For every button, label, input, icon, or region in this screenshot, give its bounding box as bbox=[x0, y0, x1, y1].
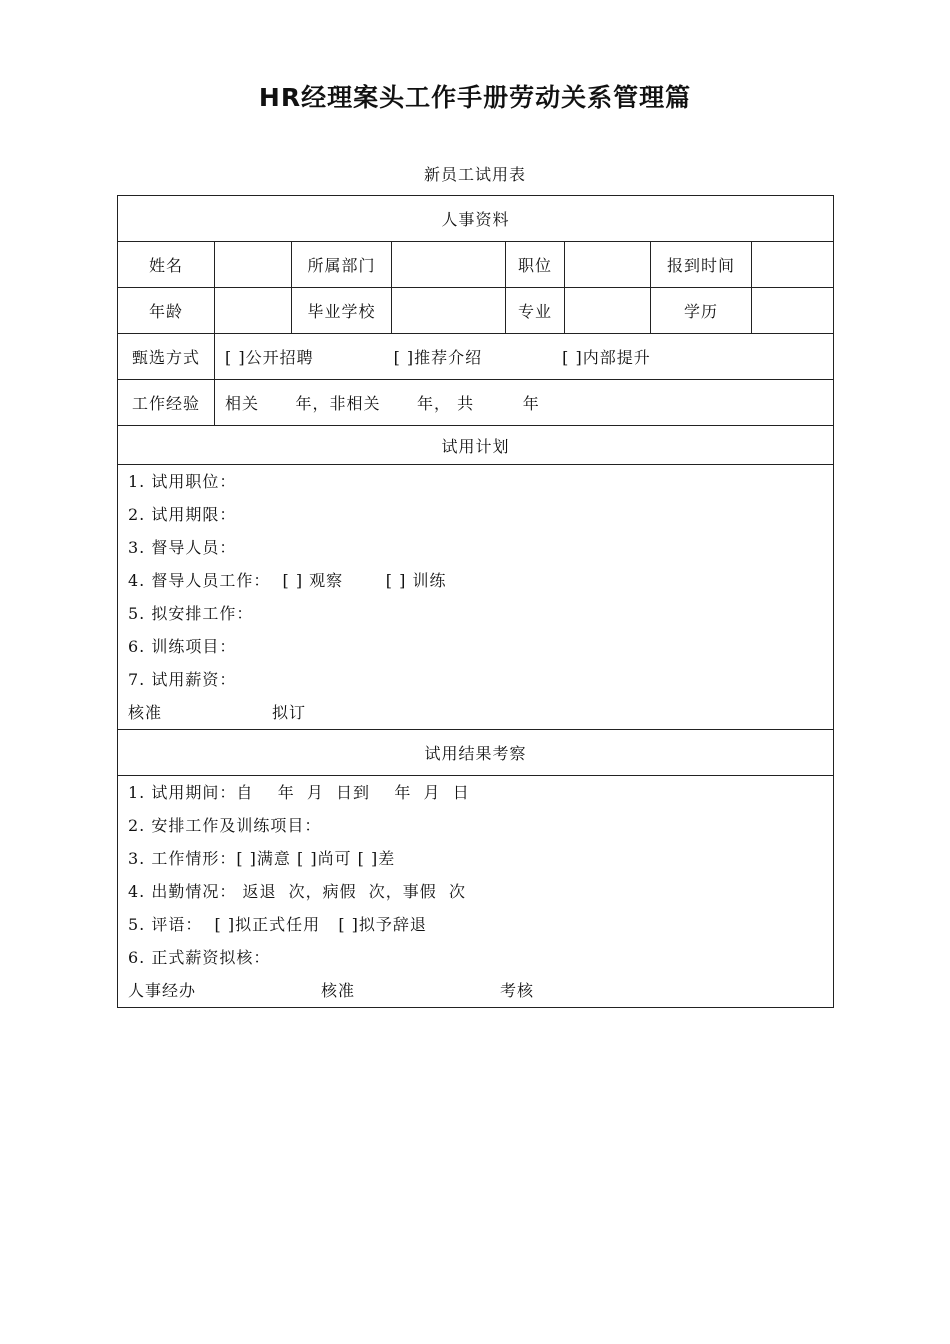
result-signatures bbox=[128, 974, 823, 1007]
major-field[interactable] bbox=[565, 288, 651, 334]
plan-item-period: 2. 试用期限： bbox=[128, 505, 237, 524]
education-label: 学历 bbox=[651, 288, 752, 334]
department-field[interactable] bbox=[392, 242, 506, 288]
department-label: 所属部门 bbox=[292, 242, 392, 288]
plan-item-salary: 7. 试用薪资： bbox=[128, 670, 237, 689]
selection-row bbox=[118, 334, 834, 380]
personnel-row-2 bbox=[118, 288, 834, 334]
result-item-work-training: 2. 安排工作及训练项目： bbox=[128, 816, 322, 835]
report-time-label: 报到时间 bbox=[651, 242, 752, 288]
plan-section-header: 试用计划 bbox=[118, 426, 834, 465]
work-experience-label: 工作经验 bbox=[118, 380, 215, 426]
result-section-header: 试用结果考察 bbox=[118, 730, 834, 776]
selection-option-internal[interactable]: [ ]内部提升 bbox=[562, 348, 651, 367]
experience-row bbox=[118, 380, 834, 426]
personnel-section-header: 人事资料 bbox=[118, 196, 834, 242]
result-approve-label: 核准 bbox=[321, 981, 356, 1000]
personnel-row-1 bbox=[118, 242, 834, 288]
education-field[interactable] bbox=[752, 288, 834, 334]
plan-header-row bbox=[118, 426, 834, 465]
form-caption: 新员工试用表 bbox=[423, 165, 526, 184]
document-title: HR经理案头工作手册劳动关系管理篇 bbox=[258, 83, 692, 112]
plan-approve-label: 核准 bbox=[128, 703, 163, 722]
result-item-attendance: 4. 出勤情况： 返退 次，病假 次，事假 次 bbox=[128, 882, 466, 901]
name-label: 姓名 bbox=[118, 242, 215, 288]
school-field[interactable] bbox=[392, 288, 506, 334]
major-label: 专业 bbox=[506, 288, 565, 334]
plan-item-position: 1. 试用职位： bbox=[128, 472, 237, 491]
school-label: 毕业学校 bbox=[292, 288, 392, 334]
plan-body bbox=[118, 465, 834, 730]
result-item-salary: 6. 正式薪资拟核： bbox=[128, 948, 271, 967]
result-review-label: 考核 bbox=[500, 981, 535, 1000]
result-header-row bbox=[118, 730, 834, 776]
plan-item-supervisor-work: 4. 督导人员工作： [ ] 观察 [ ] 训练 bbox=[128, 571, 447, 590]
personnel-header-row bbox=[118, 196, 834, 242]
result-item-period: 1. 试用期间：自 年 月 日到 年 月 日 bbox=[128, 783, 470, 802]
plan-signatures bbox=[128, 696, 823, 729]
age-field[interactable] bbox=[215, 288, 292, 334]
position-label: 职位 bbox=[506, 242, 565, 288]
selection-options bbox=[215, 334, 834, 380]
plan-item-work-arrangement: 5. 拟安排工作： bbox=[128, 604, 254, 623]
report-time-field[interactable] bbox=[752, 242, 834, 288]
selection-method-label: 甄选方式 bbox=[118, 334, 215, 380]
result-hr-label: 人事经办 bbox=[128, 981, 197, 1000]
plan-body-row bbox=[118, 465, 834, 730]
result-body bbox=[118, 776, 834, 1008]
selection-option-public[interactable]: [ ]公开招聘 bbox=[225, 348, 314, 367]
name-field[interactable] bbox=[215, 242, 292, 288]
plan-draft-label: 拟订 bbox=[272, 703, 307, 722]
work-experience-field[interactable]: 相关 年，非相关 年， 共 年 bbox=[215, 380, 834, 426]
selection-option-referral[interactable]: [ ]推荐介绍 bbox=[393, 348, 483, 367]
plan-item-supervisor: 3. 督导人员： bbox=[128, 538, 237, 557]
plan-item-training: 6. 训练项目： bbox=[128, 637, 237, 656]
result-body-row bbox=[118, 776, 834, 1008]
result-item-performance: 3. 工作情形：[ ]满意 [ ]尚可 [ ]差 bbox=[128, 849, 396, 868]
position-field[interactable] bbox=[565, 242, 651, 288]
probation-form-table bbox=[117, 195, 834, 1008]
age-label: 年龄 bbox=[118, 288, 215, 334]
result-item-comment: 5. 评语： [ ]拟正式任用 [ ]拟予辞退 bbox=[128, 915, 427, 934]
